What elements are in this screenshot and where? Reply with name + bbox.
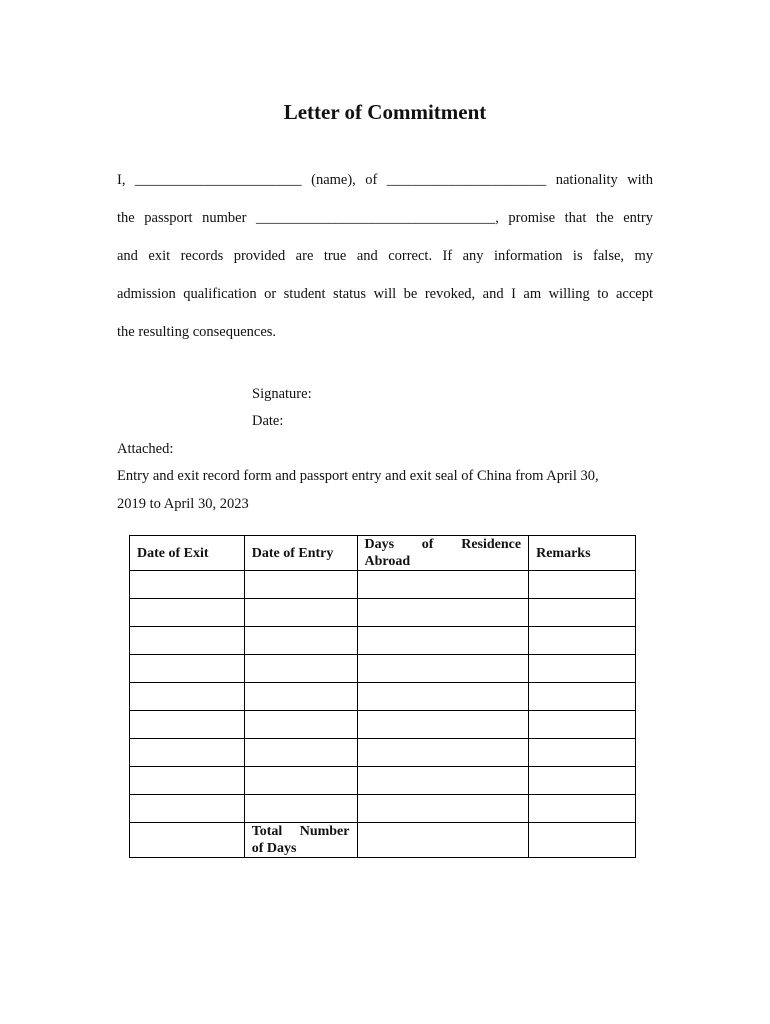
table-cell[interactable] [357, 599, 529, 627]
commitment-paragraph [117, 161, 653, 351]
table-cell[interactable] [357, 739, 529, 767]
total-days-label-line2: of Days [251, 841, 297, 856]
table-cell[interactable] [357, 795, 529, 823]
table-cell[interactable] [244, 655, 357, 683]
table-row [130, 683, 636, 711]
table-cell[interactable] [357, 655, 529, 683]
table-cell[interactable] [529, 739, 636, 767]
table-cell[interactable] [357, 711, 529, 739]
total-days-label-line1: Total Number [251, 824, 350, 839]
table-cell[interactable] [244, 767, 357, 795]
table-cell[interactable] [357, 627, 529, 655]
header-date-of-entry: Date of Entry [244, 536, 357, 571]
table-cell[interactable] [529, 571, 636, 599]
table-cell[interactable] [529, 599, 636, 627]
total-days-label [244, 823, 357, 858]
document-title: Letter of Commitment [283, 100, 487, 124]
table-cell[interactable] [130, 767, 245, 795]
table-cell[interactable] [357, 571, 529, 599]
table-row [130, 739, 636, 767]
total-days-value-cell[interactable] [357, 823, 529, 858]
table-cell[interactable] [529, 683, 636, 711]
attached-label: Attached: [117, 441, 174, 457]
table-row [130, 711, 636, 739]
paragraph-line: the passport number _________________________________, promise that the entry [117, 210, 653, 226]
table-cell[interactable] [529, 711, 636, 739]
paragraph-line: admission qualification or student status will be revoked, and I am willing to accept [117, 286, 653, 302]
table-cell[interactable] [529, 627, 636, 655]
table-cell[interactable] [244, 795, 357, 823]
table-cell[interactable] [130, 683, 245, 711]
table-cell[interactable] [130, 739, 245, 767]
table-cell[interactable] [529, 655, 636, 683]
table-cell[interactable] [529, 823, 636, 858]
total-row [130, 823, 636, 858]
table-cell[interactable] [529, 767, 636, 795]
table-cell[interactable] [529, 795, 636, 823]
paragraph-line: the resulting consequences. [117, 324, 277, 340]
signature-label: Signature: [252, 386, 312, 402]
table-cell[interactable] [357, 767, 529, 795]
table-cell[interactable] [130, 571, 245, 599]
paragraph-line: and exit records provided are true and correct. If any information is false, my [117, 248, 653, 264]
entry-exit-record-table [129, 535, 636, 858]
table-cell[interactable] [130, 795, 245, 823]
table-row [130, 627, 636, 655]
header-days-abroad-line2: Abroad [364, 554, 411, 569]
table-cell[interactable] [244, 627, 357, 655]
table-header-row [130, 536, 636, 571]
table-cell[interactable] [130, 711, 245, 739]
date-label: Date: [252, 413, 284, 429]
table-cell[interactable] [130, 627, 245, 655]
attachment-description-line: 2019 to April 30, 2023 [117, 496, 249, 512]
table-cell[interactable] [244, 683, 357, 711]
table-row [130, 795, 636, 823]
paragraph-line: I, _______________________ (name), of ______________________ nationality with [117, 172, 653, 188]
header-days-abroad-line1: Days of Residence [364, 537, 522, 552]
table-row [130, 599, 636, 627]
table-cell[interactable] [244, 739, 357, 767]
table-cell[interactable] [130, 823, 245, 858]
header-remarks: Remarks [529, 536, 636, 571]
table-cell[interactable] [244, 571, 357, 599]
table-cell[interactable] [130, 655, 245, 683]
header-days-abroad [357, 536, 529, 571]
table-row [130, 571, 636, 599]
table-cell[interactable] [244, 599, 357, 627]
table-cell[interactable] [357, 683, 529, 711]
table-cell[interactable] [244, 711, 357, 739]
header-date-of-exit: Date of Exit [130, 536, 245, 571]
attachment-description-line: Entry and exit record form and passport entry and exit seal of China from April 30, [117, 468, 599, 484]
table-row [130, 767, 636, 795]
table-row [130, 655, 636, 683]
table-cell[interactable] [130, 599, 245, 627]
